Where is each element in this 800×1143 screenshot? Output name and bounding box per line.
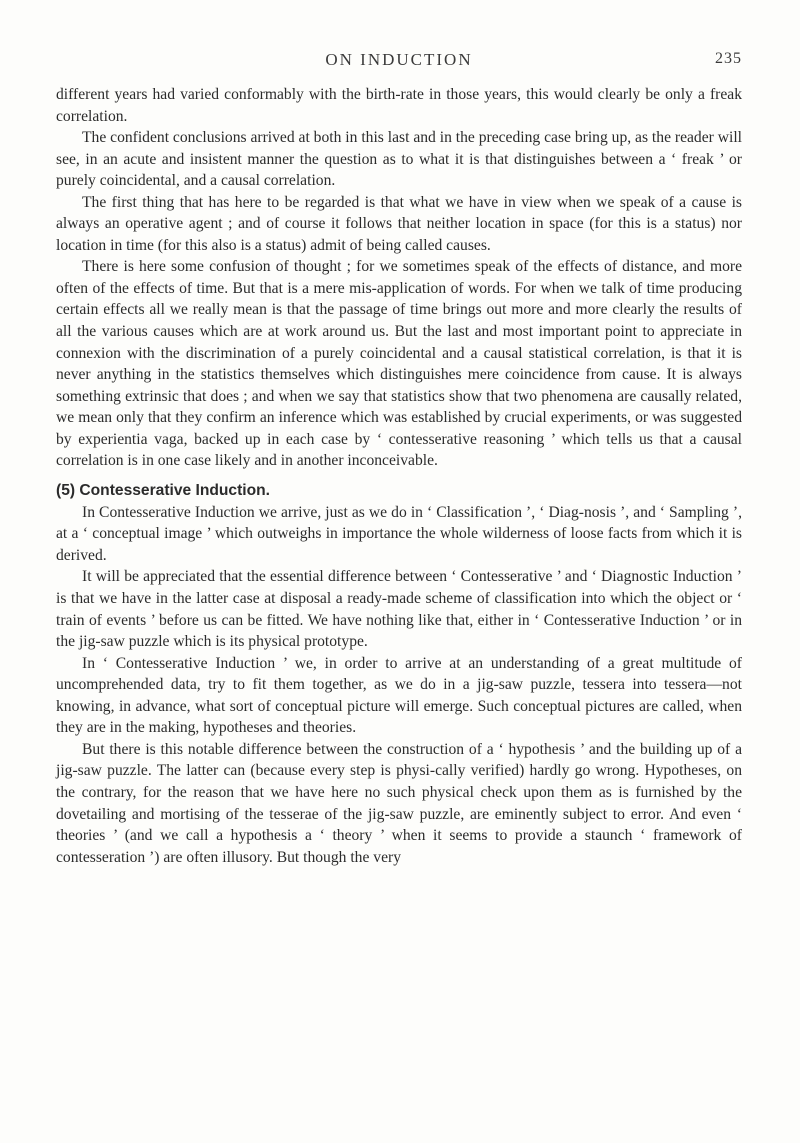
page-number: 235 <box>715 50 742 67</box>
paragraph: It will be appreciated that the essential difference between ‘ Contesserative ’ and ‘ Diagnostic Induction ’ is that we have in the latter case at disposal a ready-made scheme of classification into which the object or ‘ train of events ’ before us can be fitted. We have nothing like that, either in ‘ Contesserative Induction ’ or in the jig-saw puzzle which is its physical prototype. <box>56 568 742 651</box>
paragraph: different years had varied conformably with the birth-rate in those years, this would clearly be only a freak correlation. <box>56 86 742 125</box>
section-heading: (5) Contesserative Induction. <box>56 481 271 499</box>
paragraph: The confident conclusions arrived at both in this last and in the preceding case bring up, as the reader will see, in an acute and insistent manner the question as to what it is that distinguishes between a ‘ freak ’ or purely coincidental, and a causal correlation. <box>56 129 742 190</box>
paragraph: The first thing that has here to be regarded is that what we have in view when we speak of a cause is always an operative agent ; and of course it follows that neither location in space (for this is a status) nor location in time (for this also is a status) admit of being called causes. <box>56 193 742 254</box>
paragraph: In Contesserative Induction we arrive, just as we do in ‘ Classification ’, ‘ Diag-nosis ’, and ‘ Sampling ’, at a ‘ conceptual image ’ which outweighs in importance the whole wilderness of loose facts from which it is derived. <box>56 503 742 564</box>
paragraph: There is here some confusion of thought ; for we sometimes speak of the effects of distance, and more often of the effects of time. But that is a mere mis-application of words. For when we talk of time producing certain effects all we really mean is that the passage of time brings out more and more clearly the results of all the various causes which are at work around us. But the last and most important point to appreciate in connexion with the discrimination of a purely coincidental and a causal statistical correlation, is that it is never anything in the statistics themselves which distinguishes mere coincidence from cause. It is always something extrinsic that does ; and when we say that statistics show that two phenomena are causally related, we mean only that they confirm an inference which was established by crucial experiments, or was suggested by experientia vaga, backed up in each case by ‘ contesserative reasoning ’ which tells us that a causal correlation is in one case likely and in another inconceivable. <box>56 258 742 470</box>
running-title: ON INDUCTION <box>325 50 473 69</box>
paragraph: In ‘ Contesserative Induction ’ we, in order to arrive at an understanding of a great multitude of uncomprehended data, try to fit them together, as we do in a jig-saw puzzle, tessera into tessera—not knowing, in advance, what sort of conceptual picture will emerge. Such conceptual pictures are called, when they are in the making, hypotheses and theories. <box>56 654 742 737</box>
paragraph: But there is this notable difference between the construction of a ‘ hypothesis ’ and the building up of a jig-saw puzzle. The latter can (because every step is physi-cally verified) hardly go wrong. Hypotheses, on the contrary, for the reason that we have here no such physical check upon them as is furnished by the dovetailing and mortising of the tesserae of the jig-saw puzzle, are eminently subject to error. And even ‘ theories ’ (and we call a hypothesis a ‘ theory ’ when it seems to provide a staunch ‘ framework of contesseration ’) are often illusory. But though the very <box>56 740 742 866</box>
running-head <box>56 50 742 74</box>
body-text <box>56 84 742 868</box>
